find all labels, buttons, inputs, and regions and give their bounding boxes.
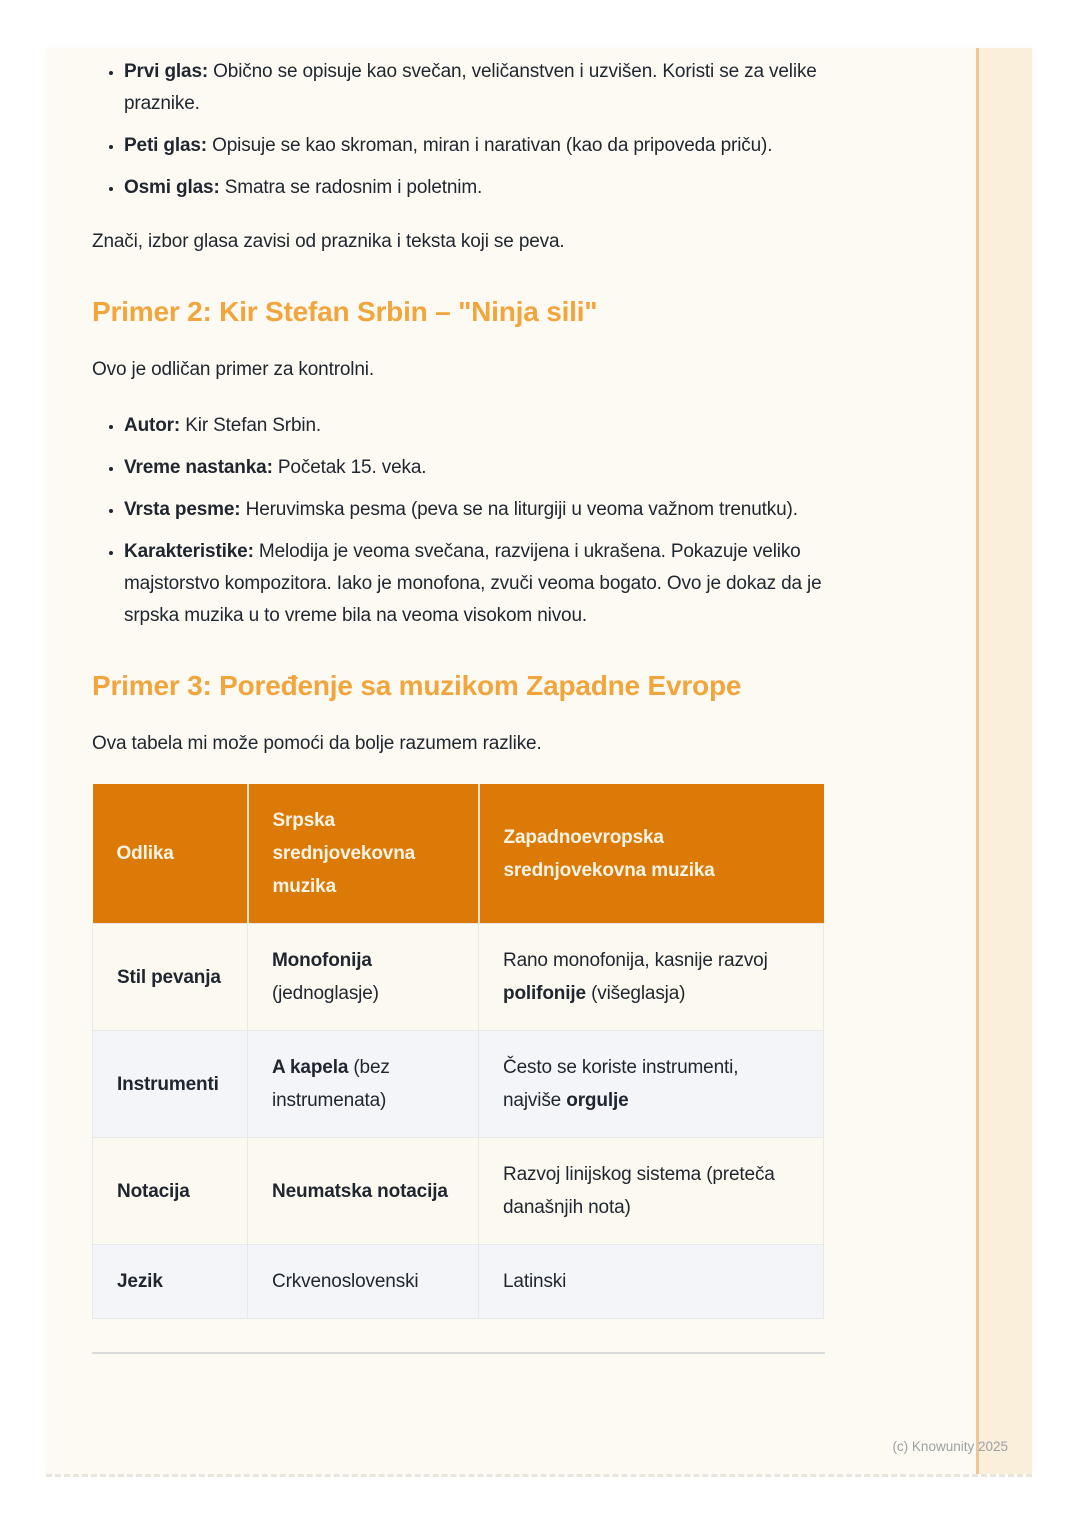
list-item-text: Smatra se radosnim i poletnim. (219, 177, 483, 198)
footer-divider (92, 1352, 825, 1354)
table-cell: Crkvenoslovenski (248, 1245, 479, 1319)
margin-accent-band (976, 48, 1032, 1474)
list-item-label: Prvi glas: (124, 61, 209, 82)
row-label: Jezik (117, 1271, 163, 1292)
row-label: Notacija (117, 1180, 190, 1202)
list-item (124, 536, 826, 632)
table-cell-label (93, 1138, 248, 1245)
list-item (124, 452, 826, 484)
table-row (93, 1031, 824, 1138)
table-cell: Razvoj linijskog sistema (preteča današnjih nota) (479, 1138, 824, 1245)
table-row (93, 1138, 824, 1245)
table-row (93, 924, 824, 1031)
list-item-text: Heruvimska pesma (peva se na liturgiji u veoma važnom trenutku). (240, 499, 798, 520)
copyright-text: (c) Knowunity 2025 (892, 1439, 1008, 1454)
list-item-label: Vrsta pesme: (124, 499, 241, 520)
table-header-cell: Odlika (93, 784, 248, 924)
table-header-row (93, 784, 824, 924)
list-item-label: Peti glas: (124, 135, 207, 156)
table-row (93, 1245, 824, 1319)
list-item-text: Melodija je veoma svečana, razvijena i ukrašena. Pokazuje veliko majstorstvo kompozitora. Iako je monofona, zvuči veoma bogato. Ovo je dokaz da je srpska muzika u to vreme bila na veoma visokom nivou. (124, 541, 822, 626)
section-heading-primer-2: Primer 2: Kir Stefan Srbin – "Ninja sili" (92, 296, 598, 327)
table-cell: A kapela (bez instrumenata) (248, 1031, 479, 1138)
list-item (124, 130, 826, 162)
table-cell-label (93, 1031, 248, 1138)
glas-list (92, 56, 826, 204)
document-page (46, 48, 1032, 1474)
list-item (124, 56, 826, 120)
list-item-label: Autor: (124, 415, 181, 436)
document-content (92, 48, 826, 1354)
comparison-table (92, 784, 824, 1319)
table-header-cell: Zapadnoevropska srednjovekovna muzika (479, 784, 824, 924)
list-item (124, 172, 826, 204)
list-item-label: Osmi glas: (124, 177, 220, 198)
list-item (124, 410, 826, 442)
row-label: Stil pevanja (117, 966, 221, 988)
list-item-text: Kir Stefan Srbin. (180, 415, 322, 436)
list-item-text: Opisuje se kao skroman, miran i narativan (kao da pripoveda priču). (206, 135, 773, 156)
table-cell: Monofonija (jednoglasje) (248, 924, 479, 1031)
list-item-text: Obično se opisuje kao svečan, veličanstven i uzvišen. Koristi se za velike praznike. (124, 61, 817, 114)
table-cell-label (93, 924, 248, 1031)
list-item (124, 494, 826, 526)
paragraph-znaci: Znači, izbor glasa zavisi od praznika i teksta koji se peva. (92, 231, 565, 252)
section-heading-primer-3: Primer 3: Poređenje sa muzikom Zapadne Evrope (92, 670, 742, 701)
list-item-label: Vreme nastanka: (124, 457, 273, 478)
table-cell-label (93, 1245, 248, 1319)
list-item-text: Početak 15. veka. (272, 457, 427, 478)
list-item-label: Karakteristike: (124, 541, 254, 562)
primer2-list (92, 410, 826, 632)
table-cell: Često se koriste instrumenti, najviše orgulje (479, 1031, 824, 1138)
row-label: Instrumenti (117, 1073, 219, 1095)
paragraph-primer2-intro: Ovo je odličan primer za kontrolni. (92, 359, 374, 380)
paragraph-primer3-intro: Ova tabela mi može pomoći da bolje razumem razlike. (92, 733, 542, 754)
table-header-cell: Srpska srednjovekovna muzika (248, 784, 479, 924)
table-cell: Neumatska notacija (248, 1138, 479, 1245)
table-cell: Latinski (479, 1245, 824, 1319)
table-cell: Rano monofonija, kasnije razvoj polifonije (višeglasja) (479, 924, 824, 1031)
